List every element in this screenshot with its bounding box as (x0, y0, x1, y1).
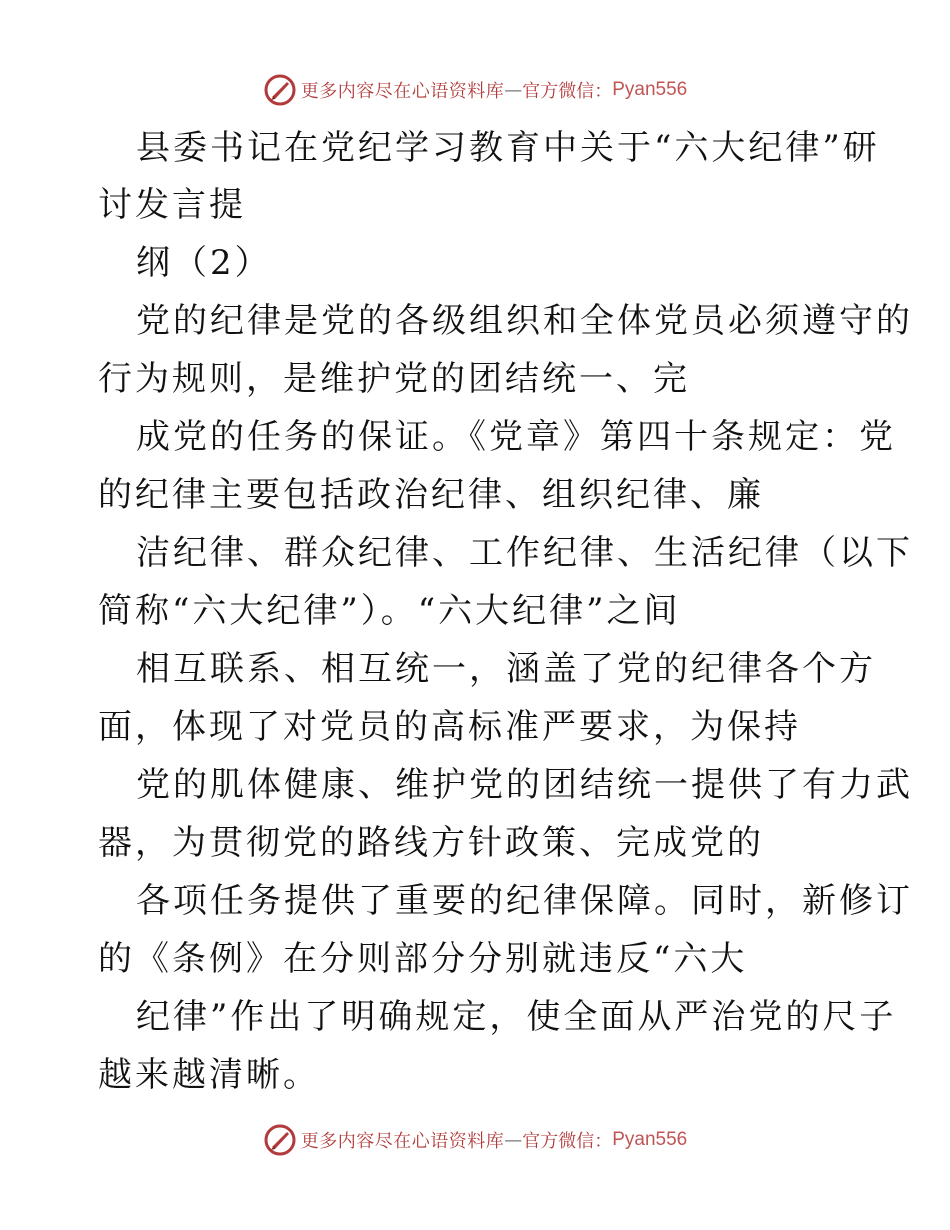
text-line: 越来越清晰。 (98, 1055, 320, 1095)
text-line: 成党的任务的保证。《党章》第四十条规定：党 (136, 417, 896, 457)
footer-watermark (0, 1120, 950, 1160)
text-line: 纲（2） (136, 243, 272, 283)
watermark-wechat-id: Pyan556 (612, 1129, 688, 1150)
watermark-separator: — (504, 79, 523, 101)
text-line: 讨发言提 (98, 185, 246, 225)
quill-logo-icon (263, 1123, 297, 1157)
text-line: 纪律”作出了明确规定，使全面从严治党的尺子 (136, 997, 897, 1037)
text-line: 器，为贯彻党的路线方针政策、完成党的 (98, 823, 764, 863)
watermark-wechat-id: Pyan556 (612, 79, 688, 100)
watermark-wechat-label: 官方微信： (522, 81, 613, 102)
watermark-text: 更多内容尽在心语资料库 (300, 1131, 505, 1152)
text-line: 党的肌体健康、维护党的团结统一提供了有力武 (136, 765, 913, 805)
quill-logo-icon (263, 73, 297, 107)
text-line: 党的纪律是党的各级组织和全体党员必须遵守的 (136, 301, 913, 341)
watermark-wechat-label: 官方微信： (522, 1131, 613, 1152)
text-line: 面，体现了对党员的高标准严要求，为保持 (98, 707, 801, 747)
text-line: 相互联系、相互统一，涵盖了党的纪律各个方 (136, 649, 876, 689)
text-line: 各项任务提供了重要的纪律保障。同时，新修订 (136, 881, 913, 921)
text-line: 的纪律主要包括政治纪律、组织纪律、廉 (98, 475, 764, 515)
header-watermark (0, 70, 950, 110)
text-line: 行为规则，是维护党的团结统一、完 (98, 359, 690, 399)
text-line: 县委书记在党纪学习教育中关于“六大纪律”研 (136, 128, 880, 168)
watermark-text: 更多内容尽在心语资料库 (300, 81, 505, 102)
text-line: 的《条例》在分则部分分别就违反“六大 (98, 939, 748, 979)
text-line: 简称“六大纪律”）。“六大纪律”之间 (98, 591, 681, 631)
text-line: 洁纪律、群众纪律、工作纪律、生活纪律（以下 (136, 533, 913, 573)
watermark-separator: — (504, 1129, 523, 1151)
